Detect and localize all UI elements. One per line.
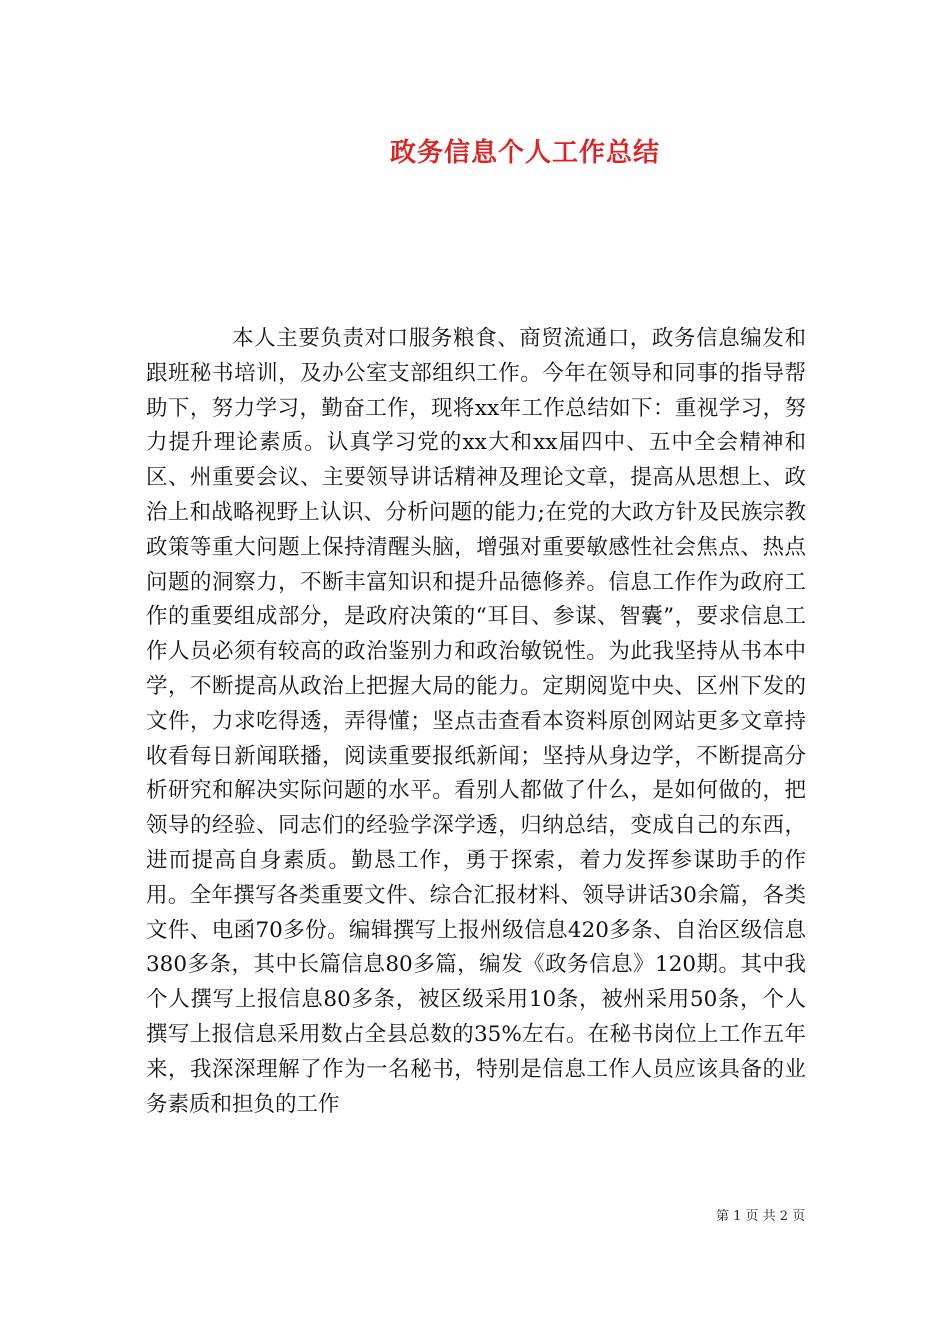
document-body: 本人主要负责对口服务粮食、商贸流通口，政务信息编发和跟班秘书培训，及办公室支部组织工作。今年在领导和同事的指导帮助下，努力学习，勤奋工作，现将xx年工作总结如下：重视学习，努力提升理论素质。认真学习党的xx大和xx届四中、五中全会精神和区、州重要会议、主要领导讲话精神及理论文章，提高从思想上、政治上和战略视野上认识、分析问题的能力;在党的大政方针及民族宗教政策等重大问题上保持清醒头脑，增强对重要敏感性社会焦点、热点问题的洞察力，不断丰富知识和提升品德修养。信息工作作为政府工作的重要组成部分，是政府决策的“耳目、参谋、智囊”，要求信息工作人员必须有较高的政治鉴别力和政治敏锐性。为此我坚持从书本中学，不断提高从政治上把握大局的能力。定期阅览中央、区州下发的文件，力求吃得透，弄得懂；坚点击查看本资料原创网站更多文章持收看每日新闻联播，阅读重要报纸新闻；坚持从身边学，不断提高分析研究和解决实际问题的水平。看别人都做了什么，是如何做的，把领导的经验、同志们的经验学深学透，归纳总结，变成自己的东西，进而提高自身素质。勤恳工作，勇于探索，着力发挥参谋助手的作用。全年撰写各类重要文件、综合汇报材料、领导讲话30余篇，各类文件、电函70多份。编辑撰写上报州级信息420多条、自治区级信息380多条，其中长篇信息80多篇，编发《政务信息》120期。其中我个人撰写上报信息80多条，被区级采用10条，被州采用50条，个人撰写上报信息采用数占全县总数的35%左右。在秘书岗位上工作五年来，我深深理解了作为一名秘书，特别是信息工作人员应该具备的业务素质和担负的工作 (146, 326, 806, 1117)
document-title: 政务信息个人工作总结 (389, 138, 660, 168)
page-number: 第 1 页 共 2 页 (716, 1209, 806, 1224)
